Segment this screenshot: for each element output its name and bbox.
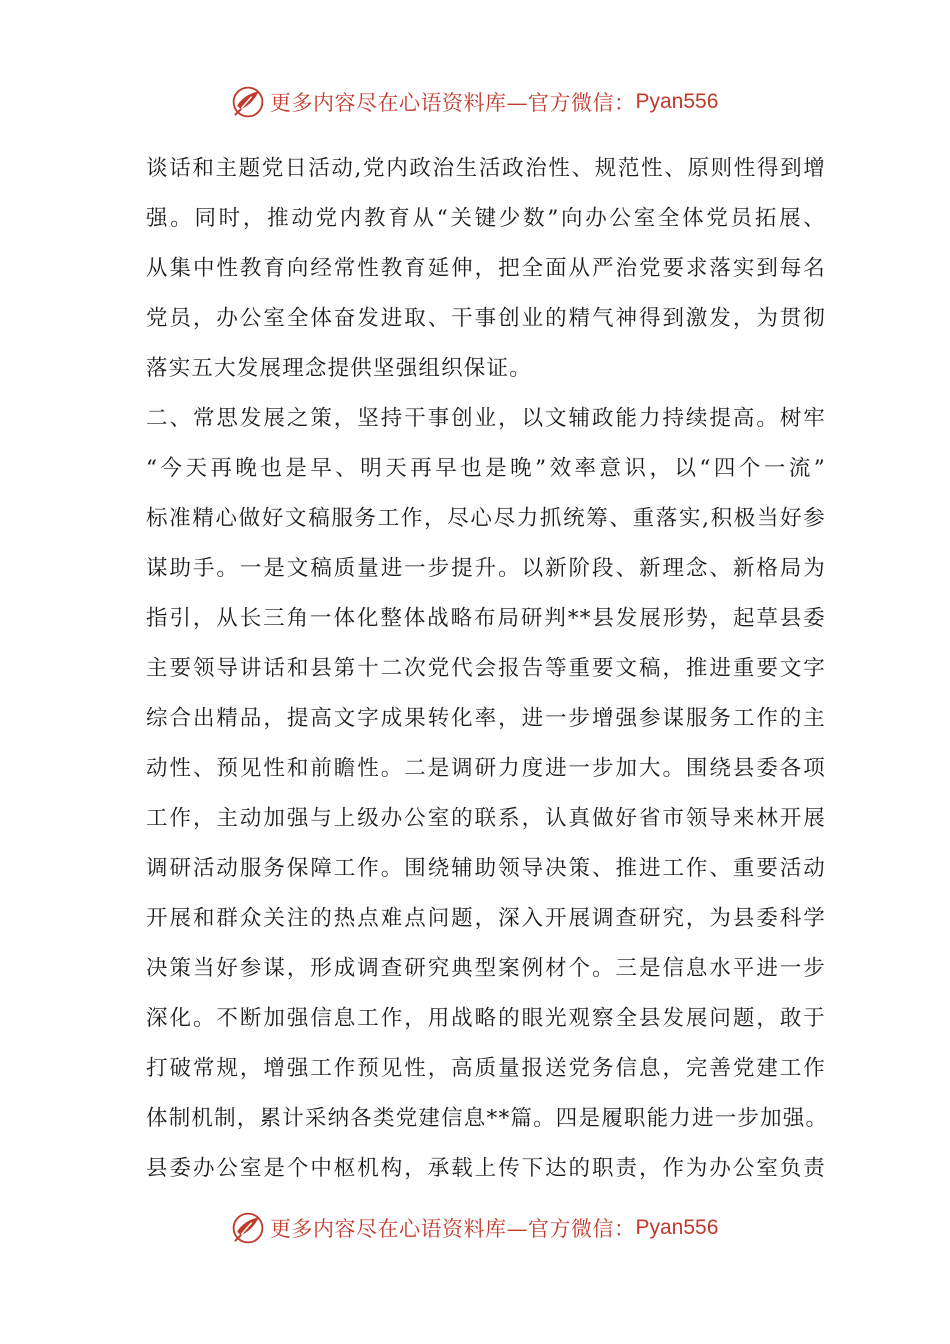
text-line: 谈话和主题党日活动,党内政治生活政治性、规范性、原则性得到增 [146,156,826,181]
text-line: 谋助手。一是文稿质量进一步提升。以新阶段、新理念、新格局为 [146,556,826,581]
text-line: 标准精心做好文稿服务工作，尽心尽力抓统筹、重落实,积极当好参 [146,506,826,531]
text-line: 动性、预见性和前瞻性。二是调研力度进一步加大。围绕县委各项 [146,756,826,781]
text-line: 开展和群众关注的热点难点问题，深入开展调查研究，为县委科学 [146,906,826,931]
text-line: 打破常规，增强工作预见性，高质量报送党务信息，完善党建工作 [146,1056,826,1081]
text-line: “今天再晚也是早、明天再早也是晚”效率意识，以“四个一流” [146,456,826,481]
watermark-text: 更多内容尽在心语资料库—官方微信： [270,1217,636,1241]
footer-watermark [230,1208,718,1248]
text-line: 决策当好参谋，形成调查研究典型案例材个。三是信息水平进一步 [146,956,826,981]
text-line: 主要领导讲话和县第十二次党代会报告等重要文稿，推进重要文字 [146,656,826,681]
text-line: 县委办公室是个中枢机构，承载上传下达的职责，作为办公室负责 [146,1156,826,1181]
watermark-wechat-id: Pyan556 [635,90,719,113]
text-line: 强。同时，推动党内教育从“关键少数”向办公室全体党员拓展、 [146,206,826,231]
text-line: 综合出精品，提高文字成果转化率，进一步增强参谋服务工作的主 [146,706,826,731]
header-watermark [230,82,718,122]
text-line: 落实五大发展理念提供坚强组织保证。 [146,356,532,381]
text-line: 调研活动服务保障工作。围绕辅助领导决策、推进工作、重要活动 [146,856,826,881]
text-line: 指引，从长三角一体化整体战略布局研判**县发展形势，起草县委 [146,606,826,631]
text-line: 党员，办公室全体奋发进取、干事创业的精气神得到激发，为贯彻 [146,306,826,331]
watermark-text: 更多内容尽在心语资料库—官方微信： [270,91,636,115]
text-line: 从集中性教育向经常性教育延伸，把全面从严治党要求落实到每名 [146,256,826,281]
quill-logo-icon [230,1210,266,1246]
quill-logo-icon [230,84,266,120]
text-line: 工作，主动加强与上级办公室的联系，认真做好省市领导来林开展 [146,806,826,831]
watermark-wechat-id: Pyan556 [635,1216,719,1239]
section-heading-line: 二、常思发展之策，坚持干事创业，以文辅政能力持续提高。树牢 [146,406,826,431]
text-line: 深化。不断加强信息工作，用战略的眼光观察全县发展问题，敢于 [146,1006,826,1031]
text-line: 体制机制，累计采纳各类党建信息**篇。四是履职能力进一步加强。 [146,1106,829,1131]
document-body [146,144,829,1194]
